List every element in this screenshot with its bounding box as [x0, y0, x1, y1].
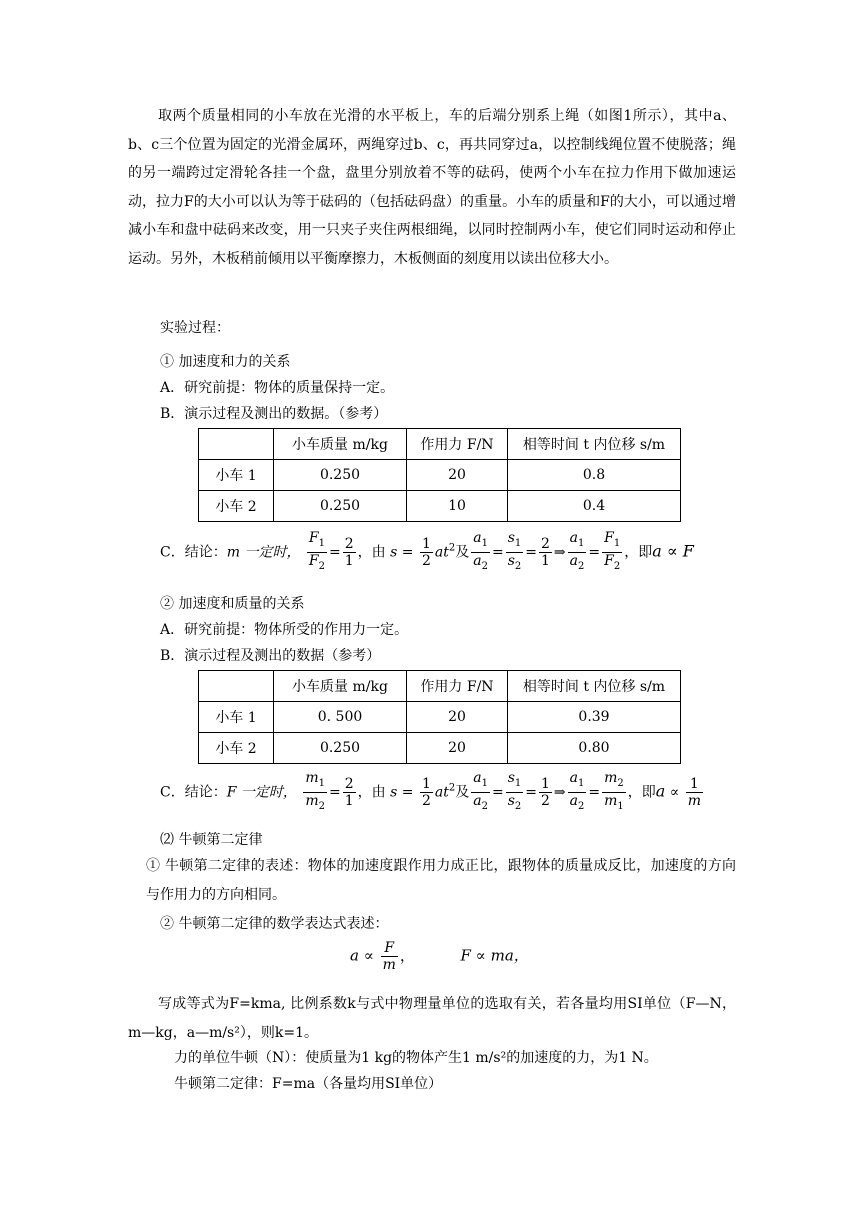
newton-law: 牛顿第二定律：F=ma（各量均用SI单位）	[174, 1076, 443, 1092]
part2-title: ② 加速度和质量的关系	[160, 596, 305, 612]
conclusion-hence: ，即	[624, 544, 653, 561]
table-cell: 0.250	[274, 460, 407, 491]
part2-conclusion: C．结论：F 一定时， $\frac{m_1}{m_2}$ = $\frac{2}{1}$ ，由 s = $\frac{1}{2}$ $at^2$及 $\frac{a_1}{a_2}$ = $\frac{s_1}{s_2}$ = $\frac{1}{2}$ ⇒ $\frac{a_1}{a_2}$ = $\frac{m_2}{m_1}$ ，即a ∝ $\frac{1}{m}$	[160, 770, 705, 815]
conclusion-condition: F 一定时，	[226, 784, 297, 801]
ratio-m-inv: $\frac{m_2}{m_1}$	[604, 770, 624, 812]
ratio-a2: $\frac{a_1}{a_2}$	[569, 770, 585, 812]
formula-separator: ，	[399, 946, 415, 965]
table-cell: 0.39	[508, 702, 681, 733]
ratio-m: $\frac{m_1}{m_2}$	[305, 770, 325, 812]
table-cell: 0.8	[508, 460, 681, 491]
ratio-a2: $\frac{a_1}{a_2}$	[569, 530, 585, 572]
table-header-row	[199, 429, 681, 460]
table-row	[199, 491, 681, 522]
table-header-cell: 相等时间 t 内位移 s/m	[508, 671, 681, 702]
ratio-s: $\frac{s_1}{s_2}$	[507, 770, 522, 812]
table-cell: 小车 1	[199, 702, 274, 733]
ratio-1-2: $\frac{1}{2}$	[540, 775, 550, 809]
conclusion-from: ，由	[357, 544, 386, 561]
part1-premise: A．研究前提：物体的质量保持一定。	[160, 380, 395, 396]
table-header-cell	[199, 671, 274, 702]
part1-title: ① 加速度和力的关系	[160, 354, 291, 370]
half-fraction: $\frac{1}{2}$	[421, 535, 431, 569]
newton-formula: a ∝ $\frac{F}{m}$ ， F ∝ ma，	[350, 940, 529, 973]
part2-process: B．演示过程及测出的数据（参考）	[160, 648, 381, 664]
ratio-f2: $\frac{F_1}{F_2}$	[604, 530, 621, 572]
ratio-2-1: $\frac{2}{1}$	[344, 535, 354, 569]
table-cell: 小车 1	[199, 460, 274, 491]
table-cell: 0.80	[508, 733, 681, 764]
formula-f-ma: F ∝ ma，	[460, 946, 529, 965]
conclusion-hence: ，即	[627, 784, 656, 801]
part1-conclusion: C．结论：m 一定时， $\frac{F_1}{F_2}$ = $\frac{2}{1}$ ，由 s = $\frac{1}{2}$ $at^2$及 $\frac{a_1}{a_2}$ = $\frac{s_1}{s_2}$ = $\frac{2}{1}$ ⇒ $\frac{a_1}{a_2}$ = $\frac{F_1}{F_2}$ ，即a ∝ F	[160, 530, 694, 575]
ratio-a: $\frac{a_1}{a_2}$	[473, 530, 488, 572]
table-header-cell: 小车质量 m/kg	[274, 671, 407, 702]
table-cell: 10	[407, 491, 508, 522]
part2-premise: A．研究前提：物体所受的作用力一定。	[160, 622, 409, 638]
half-fraction: $\frac{1}{2}$	[421, 775, 431, 809]
process-title: 实验过程：	[160, 320, 230, 336]
table-header-row	[199, 671, 681, 702]
newton-unit: 力的单位牛顿（N）：使质量为1 kg的物体产生1 m/s²的加速度的力，为1 N。	[174, 1050, 658, 1066]
table-row	[199, 460, 681, 491]
part3-title: ⑵ 牛顿第二定律	[160, 832, 263, 848]
ratio-s: $\frac{s_1}{s_2}$	[507, 530, 522, 572]
conclusion-and: 及	[455, 784, 470, 801]
ratio-2-1b: $\frac{2}{1}$	[540, 535, 550, 569]
table-cell: 0.250	[274, 733, 407, 764]
newton-statement-text: ① 牛顿第二定律的表述：物体的加速度跟作用力成正比，跟物体的质量成反比，加速度的方向与作用力的方向相同。	[146, 858, 736, 903]
table-cell: 20	[407, 702, 508, 733]
table-cell: 0. 500	[274, 702, 407, 733]
kma-paragraph: 写成等式为F=kma, 比例系数k与式中物理量单位的选取有关，若各量均用SI单位（F—N，m—kg，a—m/s²），则k=1。	[128, 996, 736, 1041]
table-header-cell: 作用力 F/N	[407, 429, 508, 460]
table-cell: 0.4	[508, 491, 681, 522]
table-header-cell	[199, 429, 274, 460]
conclusion-condition: m 一定时，	[226, 544, 301, 561]
table-header-cell: 小车质量 m/kg	[274, 429, 407, 460]
part2-data-table	[198, 670, 681, 764]
newton-math-intro: ② 牛顿第二定律的数学表达式表述：	[160, 916, 389, 932]
intro-paragraph: 取两个质量相同的小车放在光滑的水平板上，车的后端分别系上绳（如图1所示），其中a、b、c三个位置为固定的光滑金属环，两绳穿过b、c，再共同穿过a，以控制线绳位置不使脱落；绳的另一端跨过定滑轮各挂一个盘，盘里分别放着不等的砝码，使两个小车在拉力作用下做加速运动，拉力F的大小可以认为等于砝码的（包括砝码盘）的重量。小车的质量和F的大小，可以通过增减小车和盘中砝码来改变，用一只夹子夹住两根细绳，以同时控制两小车，使它们同时运动和停止运动。另外，木板稍前倾用以平衡摩擦力，木板侧面的刻度用以读出位移大小。	[128, 108, 736, 267]
conclusion-prefix: C．结论：	[160, 544, 227, 561]
part1-process: B．演示过程及测出的数据。（参考）	[160, 406, 388, 422]
table-cell: 0.250	[274, 491, 407, 522]
table-cell: 20	[407, 460, 508, 491]
table-row	[199, 702, 681, 733]
table-row	[199, 733, 681, 764]
newton-statement	[146, 852, 736, 909]
ratio-1-m: $\frac{1}{m}$	[687, 775, 701, 809]
table-header-cell: 作用力 F/N	[407, 671, 508, 702]
table-cell: 20	[407, 733, 508, 764]
part1-data-table	[198, 428, 681, 522]
table-cell: 小车 2	[199, 733, 274, 764]
conclusion-from: ，由	[357, 784, 386, 801]
table-cell: 小车 2	[199, 491, 274, 522]
ratio-a: $\frac{a_1}{a_2}$	[473, 770, 488, 812]
ratio-f: $\frac{F_1}{F_2}$	[308, 530, 325, 572]
conclusion-prefix: C．结论：	[160, 784, 227, 801]
conclusion-result: a ∝ F	[652, 541, 694, 561]
conclusion-and: 及	[455, 544, 470, 561]
ratio-f-m: $\frac{F}{m}$	[382, 940, 396, 973]
ratio-2-1: $\frac{2}{1}$	[344, 775, 354, 809]
table-header-cell: 相等时间 t 内位移 s/m	[508, 429, 681, 460]
